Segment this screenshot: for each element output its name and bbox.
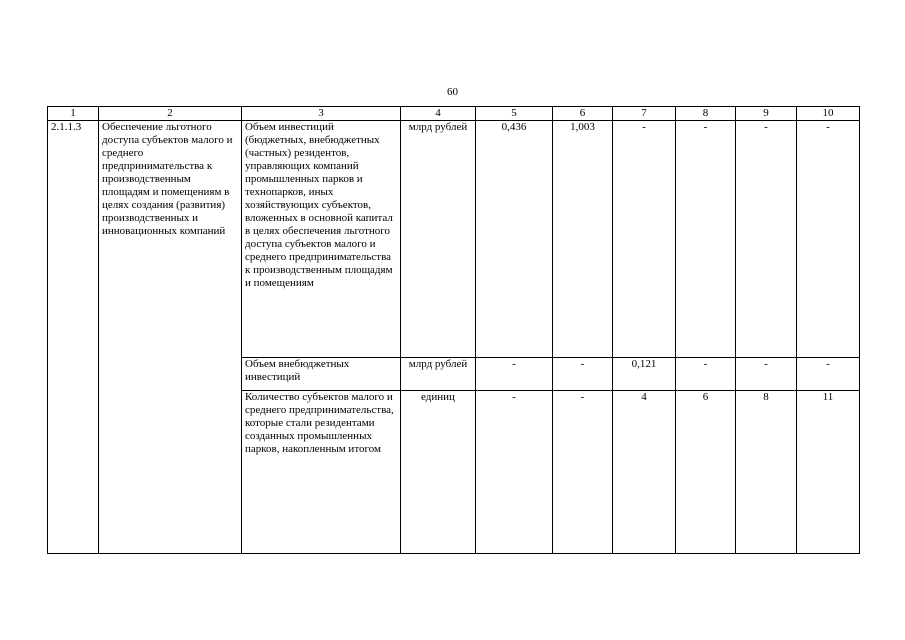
column-number: 3: [242, 107, 401, 121]
column-number: 5: [476, 107, 553, 121]
value-cell: 0,436: [476, 121, 553, 358]
column-number: 8: [676, 107, 736, 121]
unit-cell: единиц: [401, 391, 476, 554]
item-description: Обеспечение льготного доступа субъектов малого и среднего предпринимательства к производственным площадям и помещениям в целях создания (развития) производственных и инновационных компаний: [99, 121, 242, 554]
value-cell: -: [736, 121, 797, 358]
column-number: 7: [613, 107, 676, 121]
column-number: 1: [48, 107, 99, 121]
column-number: 4: [401, 107, 476, 121]
value-cell: 6: [676, 391, 736, 554]
value-cell: -: [476, 358, 553, 391]
value-cell: -: [613, 121, 676, 358]
value-cell: 11: [797, 391, 860, 554]
indicators-table: [47, 106, 860, 554]
table-row: [48, 121, 860, 358]
value-cell: 4: [613, 391, 676, 554]
value-cell: -: [553, 358, 613, 391]
column-number-row: [48, 107, 860, 121]
value-cell: 8: [736, 391, 797, 554]
column-number: 9: [736, 107, 797, 121]
value-cell: -: [676, 121, 736, 358]
value-cell: -: [797, 121, 860, 358]
value-cell: -: [676, 358, 736, 391]
indicator-name: Количество субъектов малого и среднего предпринимательства, которые стали резидентами созданных промышленных парков, накопленным итогом: [242, 391, 401, 554]
value-cell: -: [797, 358, 860, 391]
unit-cell: млрд рублей: [401, 358, 476, 391]
indicator-name: Объем инвестиций (бюджетных, внебюджетных (частных) резидентов, управляющих компаний промышленных парков и технопарков, иных хозяйствующих субъектов, вложенных в основной капитал в целях обеспечения льготного доступа субъектов малого и среднего предпринимательства к производственным площадям и помещениям: [242, 121, 401, 358]
page-number: 60: [447, 86, 458, 98]
indicator-name: Объем внебюджетных инвестиций: [242, 358, 401, 391]
value-cell: 0,121: [613, 358, 676, 391]
column-number: 6: [553, 107, 613, 121]
column-number: 10: [797, 107, 860, 121]
value-cell: -: [476, 391, 553, 554]
item-code: 2.1.1.3: [48, 121, 99, 554]
value-cell: -: [553, 391, 613, 554]
column-number: 2: [99, 107, 242, 121]
value-cell: -: [736, 358, 797, 391]
value-cell: 1,003: [553, 121, 613, 358]
unit-cell: млрд рублей: [401, 121, 476, 358]
